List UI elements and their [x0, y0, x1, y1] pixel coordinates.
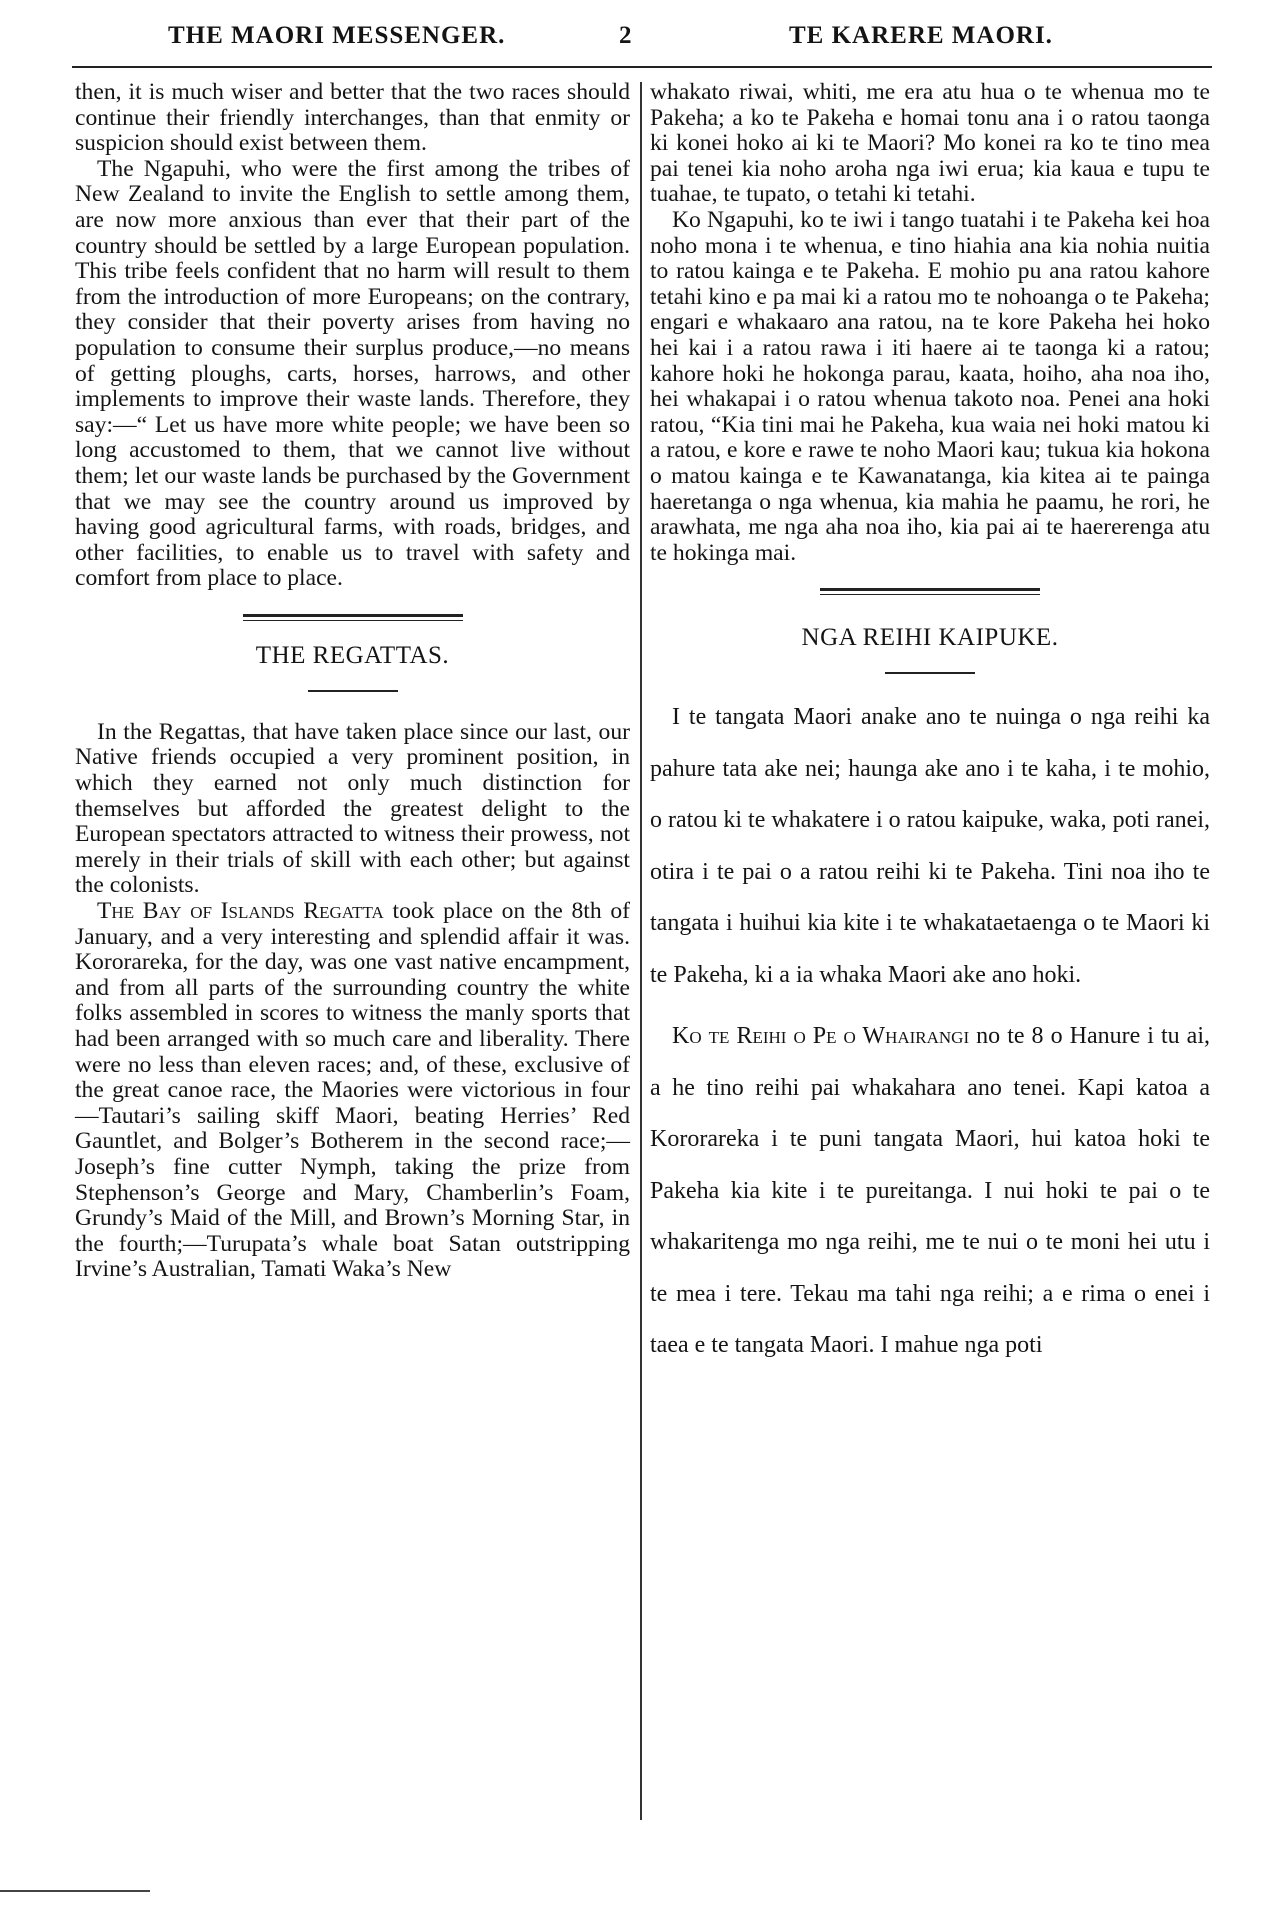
title-underline	[308, 690, 398, 692]
regattas-paragraph-2	[75, 899, 630, 1283]
page-number: 2	[619, 22, 633, 49]
section-divider	[820, 588, 1040, 598]
maori-column	[650, 80, 1210, 1372]
page-header	[0, 22, 1280, 62]
section-divider	[243, 614, 463, 624]
regatta-name: The Bay of Islands Regatta	[97, 898, 384, 925]
maori-paragraph: Ko Ngapuhi, ko te iwi i tango tuatahi i te Pakeha kei hoa noho mona i te whenua, e tino hiahia ana kia nohia nuitia to ratou kainga e te Pakeha. E mohio pu ana ratou kahore tetahi kino e pa mai ki a ratou mo te nohoanga o te Pakeha; engari e whakaaro ana ratou, na te kore Pakeha hei hoko hei kai i a ratou rawa i iti haere ai te taonga ki a ratou; kahore hoki he hokonga parau, kaata, hoiho, aha noa iho, hei whakapai i o ratou whenua takoto noa. Penei ana hoki ratou, “Kia tini mai he Pakeha, kua waia nei hoki matou ki a ratou, e kore e rawe te noho Maori kau; tukua kia hokona o matou kainga e te Kawanatanga, kia kitea ai te painga haeretanga o nga whenua, kia mahia he paamu, he rori, he arawhata, me nga aha noa iho, kia pai ai te haererenga atu te hokinga mai.	[650, 206, 1210, 566]
english-paragraph: then, it is much wiser and better that the two races should continue their friendly interchanges, than that enmity or suspicion should exist between them.	[75, 79, 630, 157]
reihi-paragraph-2	[650, 1011, 1210, 1372]
footer-rule	[0, 1890, 150, 1892]
masthead-english: THE MAORI MESSENGER.	[168, 22, 506, 49]
maori-regatta-body	[650, 692, 1210, 1372]
maori-paragraph: whakato riwai, whiti, me era atu hua o te whenua mo te Pakeha; a ko te Pakeha e homai tonu ana i o ratou taonga ki konei hoko ai ki te Maori? Mo konei ra ko te tino mea pai tenei kia noho aroha nga iwi erua; kia kaua e tupu te tuahae, te tupato, o tetahi ki tetahi.	[650, 79, 1210, 208]
regattas-paragraph-1: In the Regattas, that have taken place since our last, our Native friends occupied a very prominent position, in which they earned not only much distinction for themselves but afforded the greatest delight to the European spectators attracted to witness their prowess, not merely in their trials of skill with each other; but against the colonists.	[75, 718, 630, 899]
reihi-paragraph-2-text: no te 8 o Hanure i tu ai, a he tino reihi pai whakahara ano tenei. Kapi katoa a Kororareka i te puni tangata Maori, hui katoa hoki te Pakeha kia kite i te pureitanga. I nui hoki te pai o te whakaritenga mo nga reihi, me te nui o te moni hei utu i te mea i tere. Tekau ma tahi nga reihi; a e rima o enei i taea e te tangata Maori. I mahue nga poti	[650, 1023, 1210, 1359]
masthead-maori: TE KARERE MAORI.	[789, 22, 1053, 49]
title-underline	[885, 672, 975, 674]
regatta-name: Ko te Reihi o Pe o Whairangi	[672, 1023, 970, 1050]
section-title-regattas: THE REGATTAS.	[255, 641, 450, 669]
english-paragraph: The Ngapuhi, who were the first among the tribes of New Zealand to invite the English to settle among them, are now more anxious than ever that their part of the country should be settled by a large European population. This tribe feels confident that no harm will result to them from the introduction of more Europeans; on the contrary, they consider that their poverty arises from having no population to consume their surplus produce,—no means of getting ploughs, carts, horses, harrows, and other implements to improve their waste lands. Therefore, they say:—“ Let us have more white people; we have been so long accustomed to them, that we cannot live without them; let our waste lands be purchased by the Government that we may see the country around us improved by having good agricultural farms, with roads, bridges, and other facilities, to enable us to travel with safety and comfort from place to place.	[75, 155, 630, 592]
reihi-paragraph-1: I te tangata Maori anake ano te nuinga o nga reihi ka pahure tata ake nei; haunga ake ano i te kaha, i te mohio, o ratou ki te whakatere i o ratou kaipuke, waka, poti ranei, otira i te pai o a ratou reihi ki te Pakeha. Tini noa iho te tangata i huihui kia kite i te whakataetaenga o te Maori ki te Pakeha, ki a ia whaka Maori ake ano hoki.	[650, 704, 1210, 988]
regattas-paragraph-2-text: took place on the 8th of January, and a very interesting and splendid affair it was. Kororareka, for the day, was one vast native encampment, and from all parts of the surrounding country the white folks assembled in scores to witness the manly sports that had been arranged with so much care and liberality. There were no less than eleven races; and, of these, exclusive of the great canoe race, the Maories were victorious in four—Tautari’s sailing skiff Maori, beating Herries’ Red Gauntlet, and Bolger’s Botherem in the second race;—Joseph’s fine cutter Nymph, taking the prize from Stephenson’s George and Mary, Chamberlin’s Foam, Grundy’s Maid of the Mill, and Brown’s Morning Star, in the fourth;—Turupata’s whale boat Satan outstripping Irvine’s Australian, Tamati Waka’s New	[75, 898, 630, 1283]
section-title-nga-reihi: NGA REIHI KAIPUKE.	[801, 624, 1059, 652]
header-rule	[72, 66, 1212, 68]
english-column	[75, 80, 630, 1283]
column-divider	[640, 82, 642, 1820]
